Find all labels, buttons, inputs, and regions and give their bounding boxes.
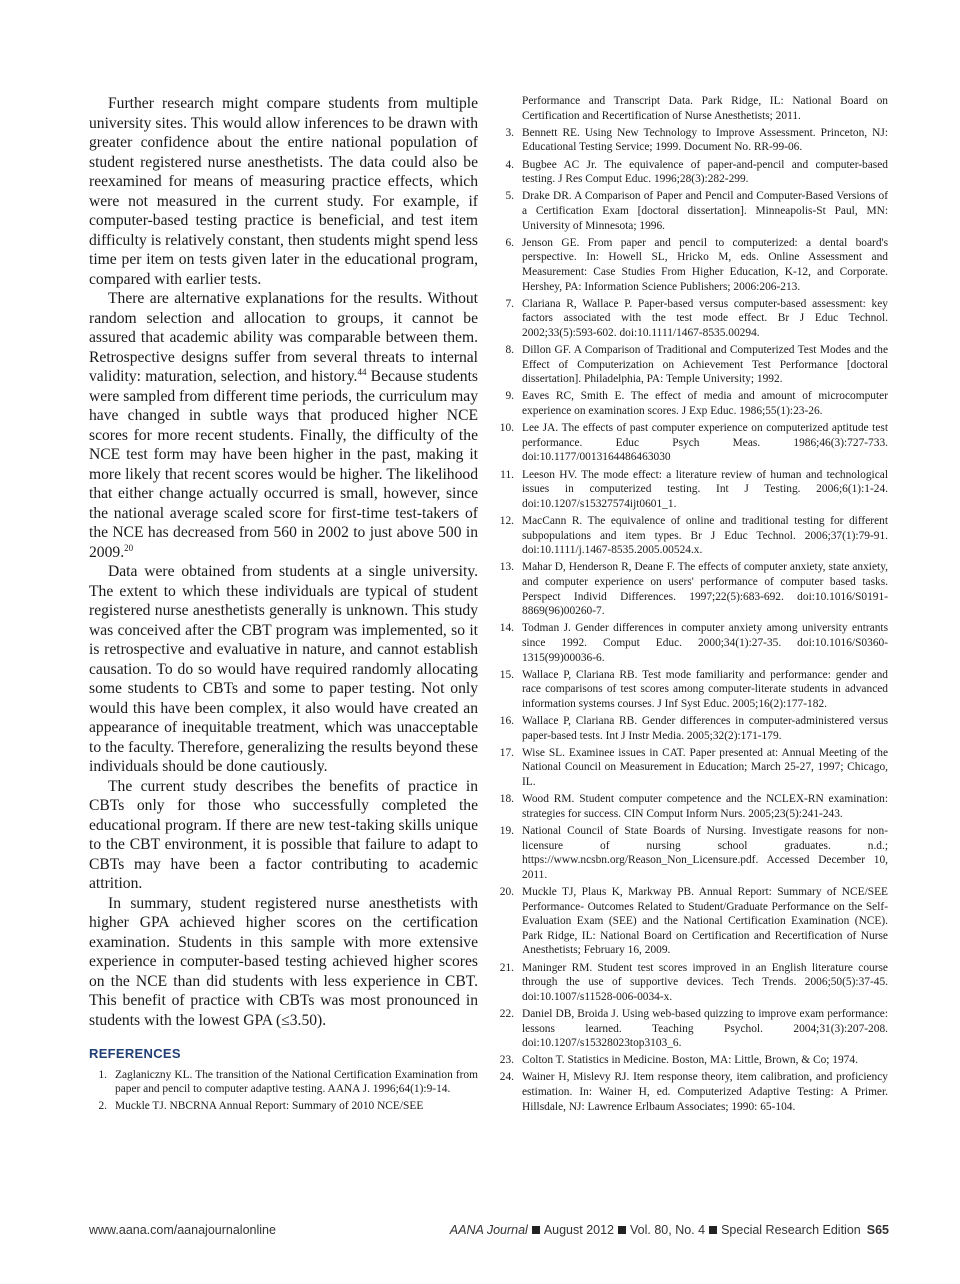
footer-volume: Vol. 80, No. 4 <box>630 1223 706 1237</box>
reference-item <box>496 961 888 1005</box>
reference-item <box>496 621 888 665</box>
reference-item <box>496 746 888 790</box>
reference-number: 4. <box>505 158 514 171</box>
references-heading: REFERENCES <box>89 1046 181 1061</box>
references-list-left <box>89 1068 478 1114</box>
body-paragraph-1: Further research might compare students from multiple university sites. This would allow inferences to be drawn with greater confidence about the entire national population of student registered nurse anesthetists. The data could also be reexamined for means of measuring practice effects, which were not measured in the current study. For example, if computer-based testing practice is beneficial, and test item difficulty is relatively constant, then students might spend less time per item on tests given later in the educational program, compared with earlier tests. <box>89 95 478 288</box>
paragraph-2-part-1: There are alternative explanations for the results. Without random selection and allocation to groups, it cannot be assured that academic ability was comparable between them. Retrospective designs suffer from several threats to internal validity: maturation, selection, and history. <box>89 290 478 385</box>
reference-number: 11. <box>500 468 514 481</box>
reference-text: Wise SL. Examinee issues in CAT. Paper presented at: Annual Meeting of the National Council on Measurement in Education; March 25-27, 1997; Chicago, IL. <box>522 746 888 789</box>
reference-text: Maninger RM. Student test scores improved in an English literature course through the use of supportive devices. Tech Trends. 2006;50(5):37-45. doi:10.1007/s11528-006-0034-x. <box>522 961 888 1003</box>
reference-text: Muckle TJ, Plaus K, Markway PB. Annual Report: Summary of NCE/SEE Performance- Outcomes Related to Student/Graduate Performance on the Self-Evaluation Exam (SEE) and the National Certification Examination (NCE). Park Ridge, IL: National Board on Certification and Recertification of Nurse Anesthetists; February 16, 2009. <box>522 885 888 957</box>
reference-item <box>496 421 888 465</box>
reference-item <box>496 297 888 341</box>
reference-item <box>496 668 888 712</box>
reference-item <box>496 468 888 512</box>
reference-number: 24. <box>499 1071 514 1084</box>
reference-item <box>496 1053 888 1068</box>
body-paragraph-4: The current study describes the benefits of practice in CBTs only for those who successfully completed the educational program. If there are new test-taking skills unique to the CBT environment, it is possible that failure to adapt to CBTs may have been a factor contributing to academic attrition. <box>89 777 478 892</box>
references-list-right <box>496 126 888 1114</box>
body-paragraph-5: In summary, student registered nurse anesthetists with higher GPA achieved higher scores on the certification examination. Students in this sample with more extensive experience in computer-based testing achieved higher scores on the NCE than did students with less experience in CBT. This benefit of practice with CBTs was most pronounced in students with the lowest GPA (≤3.50). <box>89 894 478 1029</box>
reference-item <box>496 343 888 387</box>
reference-text: Eaves RC, Smith E. The effect of media and amount of microcomputer experience on examination scores. J Exp Educ. 1986;55(1):23-26. <box>522 390 888 418</box>
reference-text: National Council of State Boards of Nursing. Investigate reasons for non-licensure of nursing school graduates. n.d.; https://www.ncsbn.org/Reason_Non_Licensure.pdf. Accessed December 10, 2011. <box>522 825 888 881</box>
footer-date: August 2012 <box>543 1223 615 1237</box>
footer-edition: Special Research Edition <box>721 1223 861 1237</box>
reference-number: 15. <box>499 668 514 681</box>
citation-superscript-20: 20 <box>124 542 134 553</box>
right-column-references <box>496 94 888 1117</box>
reference-text: MacCann R. The equivalence of online and traditional testing for different subpopulations and item types. Br J Educ Technol. 2006;37(1):79-91. doi:10.1111/j.1467-8535.2005.00524.x. <box>522 514 888 557</box>
reference-item <box>496 824 888 882</box>
reference-number: 9. <box>505 390 514 403</box>
paragraph-2-part-2: Because students were sampled from different time periods, the curriculum may have changed in subtle ways that produced higher NCE scores for more recent students. Finally, the difficulty of the NCE test form may have been higher in the past, making it more likely that recent scores would be higher. The likelihood that either change actually occurred is small, however, since the national average scaled score for first-time test-takers of the NCE has decreased from 560 in 2002 to just above 500 in 2009. <box>89 368 478 561</box>
reference-number: 5. <box>505 190 514 203</box>
reference-item <box>496 514 888 558</box>
reference-text: Jenson GE. From paper and pencil to computerized: a dental board's perspective. In: Howell SL, Hricko M, eds. Online Assessment and Measurement: Case Studies From Higher Education, K-12, and Corporate. Hershey, PA: Information Science Publishers; 2006:206-213. <box>522 236 888 293</box>
reference-item <box>496 236 888 294</box>
reference-text: Bennett RE. Using New Technology to Improve Assessment. Princeton, NJ: Educational Testing Service; 1999. Document No. RR-99-06. <box>522 126 888 154</box>
reference-number: 10. <box>499 422 514 435</box>
reference-number: 13. <box>499 561 514 574</box>
body-paragraph-3: Data were obtained from students at a single university. The extent to which these individuals are typical of student registered nurse anesthetists generally is unknown. This study was conceived after the CBT program was implemented, so it is retrospective and evaluative in nature, and cannot establish causation. To do so would have required randomly allocating some students to CBTs and some to paper testing. Not only would this have been complex, it also would have created an appearance of inequitable treatment, which was unacceptable to the faculty. Therefore, generalizing the results beyond these individuals should be done cautiously. <box>89 563 478 775</box>
reference-text: Wallace P, Clariana RB. Test mode familiarity and performance: gender and race comparisons of test scores among computer-literate students in advanced information systems courses. J Inf Syst Educ. 2005;16(2):177-182. <box>522 668 888 710</box>
reference-text: Wainer H, Mislevy RJ. Item response theory, item calibration, and proficiency estimation. In: Wainer H, ed. Computerized Adaptive Testing: A Primer. Hillsdale, NJ: Lawrence Erlbaum Associates; 1990: 65-104. <box>522 1071 888 1113</box>
reference-number: 6. <box>505 236 514 249</box>
reference-number: 20. <box>499 885 514 898</box>
footer-citation <box>450 1223 889 1237</box>
reference-item <box>496 389 888 418</box>
reference-number: 2. <box>98 1100 107 1113</box>
reference-text: Daniel DB, Broida J. Using web-based quizzing to improve exam performance: lessons learned. Teaching Psychol. 2004;31(3):207-208. doi:10.1207/s15328023top3103_6. <box>522 1007 888 1050</box>
reference-item <box>496 560 888 618</box>
reference-number: 23. <box>499 1054 514 1067</box>
reference-number: 17. <box>499 746 514 759</box>
reference-item <box>496 158 888 187</box>
body-paragraph-2 <box>89 289 478 562</box>
reference-number: 14. <box>499 622 514 635</box>
footer-journal-name: AANA Journal <box>449 1223 528 1237</box>
square-bullet-icon <box>709 1226 717 1234</box>
reference-text: Lee JA. The effects of past computer experience on computerized aptitude test performance. Educ Psych Meas. 1986;46(3):727-733. doi:10.1177/0013164486463030 <box>522 422 888 464</box>
reference-text: Todman J. Gender differences in computer anxiety among university entrants since 1992. Comput Educ. 2000;34(1):27-35. doi:10.1016/S0360-1315(99)00036-6. <box>522 622 888 664</box>
reference-item <box>496 126 888 155</box>
reference-number: 19. <box>499 825 514 837</box>
reference-text: Mahar D, Henderson R, Deane F. The effects of computer anxiety, state anxiety, and computer experience on users' performance of computer based tasks. Perspect Individ Differences. 1997;22(5):683-692. doi:10.1016/S0191-8869(96)00260-7. <box>522 561 888 618</box>
reference-item <box>496 1007 888 1051</box>
reference-number: 1. <box>98 1068 107 1081</box>
reference-number: 7. <box>505 297 514 310</box>
reference-continuation: Performance and Transcript Data. Park Ridge, IL: National Board on Certification and Recertification of Nurse Anesthetists; 2011. <box>522 95 888 122</box>
square-bullet-icon <box>618 1226 626 1234</box>
reference-item <box>89 1068 478 1097</box>
reference-item <box>496 189 888 233</box>
reference-item <box>496 792 888 821</box>
reference-text: Leeson HV. The mode effect: a literature review of human and technological issues in computerized testing. Int J Testing. 2006;6(1):1-24. doi:10.1207/s15327574ijt0601_1. <box>522 468 888 510</box>
reference-text: Bugbee AC Jr. The equivalence of paper-and-pencil and computer-based testing. J Res Comput Educ. 1996;28(3):282-299. <box>522 158 888 186</box>
reference-text: Muckle TJ. NBCRNA Annual Report: Summary of 2010 NCE/SEE <box>115 1100 424 1113</box>
square-bullet-icon <box>532 1226 540 1234</box>
reference-item <box>496 1070 888 1114</box>
page-footer <box>89 1223 889 1243</box>
reference-number: 18. <box>499 793 514 806</box>
reference-item <box>496 714 888 743</box>
left-column <box>89 94 478 1116</box>
citation-superscript-44: 44 <box>357 366 367 377</box>
reference-number: 3. <box>505 126 514 139</box>
reference-text: Drake DR. A Comparison of Paper and Pencil and Computer-Based Versions of a Certification Exam [doctoral dissertation]. Minneapolis-St Paul, MN: University of Minnesota; 1996. <box>522 190 888 232</box>
footer-url-link[interactable]: www.aana.com/aanajournalonline <box>89 1223 276 1237</box>
reference-number: 8. <box>505 344 514 357</box>
reference-text: Wood RM. Student computer competence and the NCLEX-RN examination: strategies for success. CIN Comput Inform Nurs. 2005;23(5):241-243. <box>522 793 888 820</box>
page-number: S65 <box>866 1223 889 1237</box>
reference-number: 22. <box>499 1007 514 1020</box>
reference-text: Dillon GF. A Comparison of Traditional and Computerized Test Modes and the Effect of Computerization on Achievement Test Performance [doctoral dissertation]. Philadelphia, PA: Temple University; 1992. <box>522 344 888 386</box>
reference-text: Clariana R, Wallace P. Paper-based versus computer-based assessment: key factors associated with the test mode effect. Br J Educ Technol. 2002;33(5):593-602. doi:10.1111/1467-8535.00294. <box>522 297 888 339</box>
reference-text: Zaglaniczny KL. The transition of the National Certification Examination from paper and pencil to computer adaptive testing. AANA J. 1996;64(1):9-14. <box>115 1068 478 1096</box>
reference-number: 21. <box>499 961 514 974</box>
reference-text: Wallace P, Clariana RB. Gender differences in computer-administered versus paper-based tests. Int J Instr Media. 2005;32(2):171-179. <box>522 715 888 742</box>
reference-number: 12. <box>499 514 514 527</box>
reference-item <box>496 885 888 958</box>
reference-item <box>89 1099 478 1114</box>
reference-number: 16. <box>499 715 514 728</box>
reference-text: Colton T. Statistics in Medicine. Boston, MA: Little, Brown, & Co; 1974. <box>522 1054 858 1067</box>
